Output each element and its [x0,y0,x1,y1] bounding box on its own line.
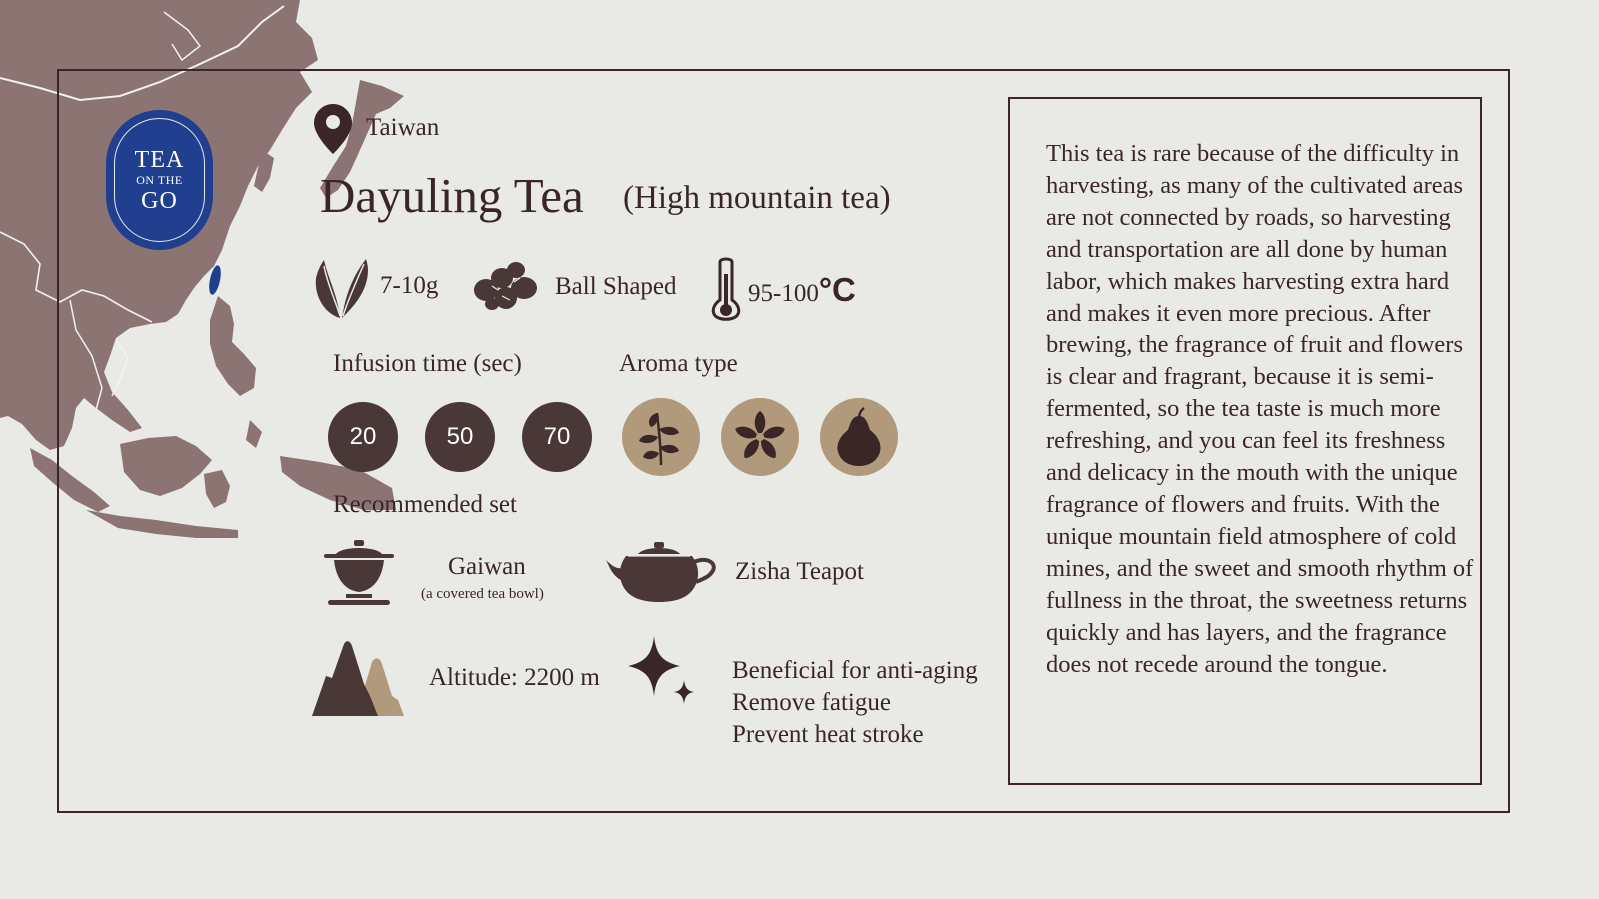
temperature-value: 95-100 [748,280,819,307]
benefit-item: Prevent heat stroke [732,721,924,748]
aroma-label: Aroma type [619,350,738,377]
temperature-unit: °C [818,271,856,308]
altitude-value: Altitude: 2200 m [429,664,600,691]
benefits-list [732,655,978,751]
location-pin-icon [314,104,352,154]
aroma-flower [721,398,799,476]
benefit-item: Beneficial for anti-aging [732,657,978,684]
shape-value: Ball Shaped [555,273,677,300]
leaf-sprig-icon [635,407,687,467]
aroma-leaf [622,398,700,476]
aroma-fruit [820,398,898,476]
sparkle-icon [626,636,694,708]
recommended-label: Recommended set [333,491,517,518]
region-label: Taiwan [366,114,440,141]
tea-title: Dayuling Tea [320,168,584,223]
flower-icon [732,409,788,465]
mountain-icon [312,640,406,716]
infusion-time-2: 50 [425,402,495,472]
pear-icon [834,406,884,468]
logo-line-1: TEA [134,146,185,173]
tea-balls-icon [472,260,542,312]
benefit-item: Remove fatigue [732,689,891,716]
thermometer-icon [710,256,742,322]
tea-description: This tea is rare because of the difficulty in harvesting, as many of the cultivated areas are not connected by roads, so harvesting and transportation are all done by human labor, which makes harvesting extra hard and makes it even more precious. After brewing, the fragrance of fruit and flowers is clear and fragrant, because it is semi-fermented, so the tea taste is much more refreshing, and you can feel its freshness and delicacy in the mouth with the unique fragrance of flowers and fruits. With the unique mountain field atmosphere of cold mines, and the sweet and smooth rhythm of fullness in the throat, the sweetness returns quickly and has layers, and the fragrance does not recede around the tongue. [1046,140,1474,678]
tea-on-the-go-logo [106,110,213,250]
infusion-time-1: 20 [328,402,398,472]
infusion-label: Infusion time (sec) [333,350,522,377]
teapot-icon [604,540,718,606]
logo-line-2: ON THE [136,172,183,187]
tea-subtitle: (High mountain tea) [623,180,891,216]
amount-value: 7-10g [380,272,439,299]
teapot-name: Zisha Teapot [735,558,865,585]
gaiwan-note: (a covered tea bowl) [421,586,544,602]
gaiwan-icon [322,538,396,608]
infusion-time-3: 70 [522,402,592,472]
gaiwan-name: Gaiwan [448,553,526,580]
tea-leaves-icon [312,256,370,322]
logo-line-3: GO [141,187,178,214]
